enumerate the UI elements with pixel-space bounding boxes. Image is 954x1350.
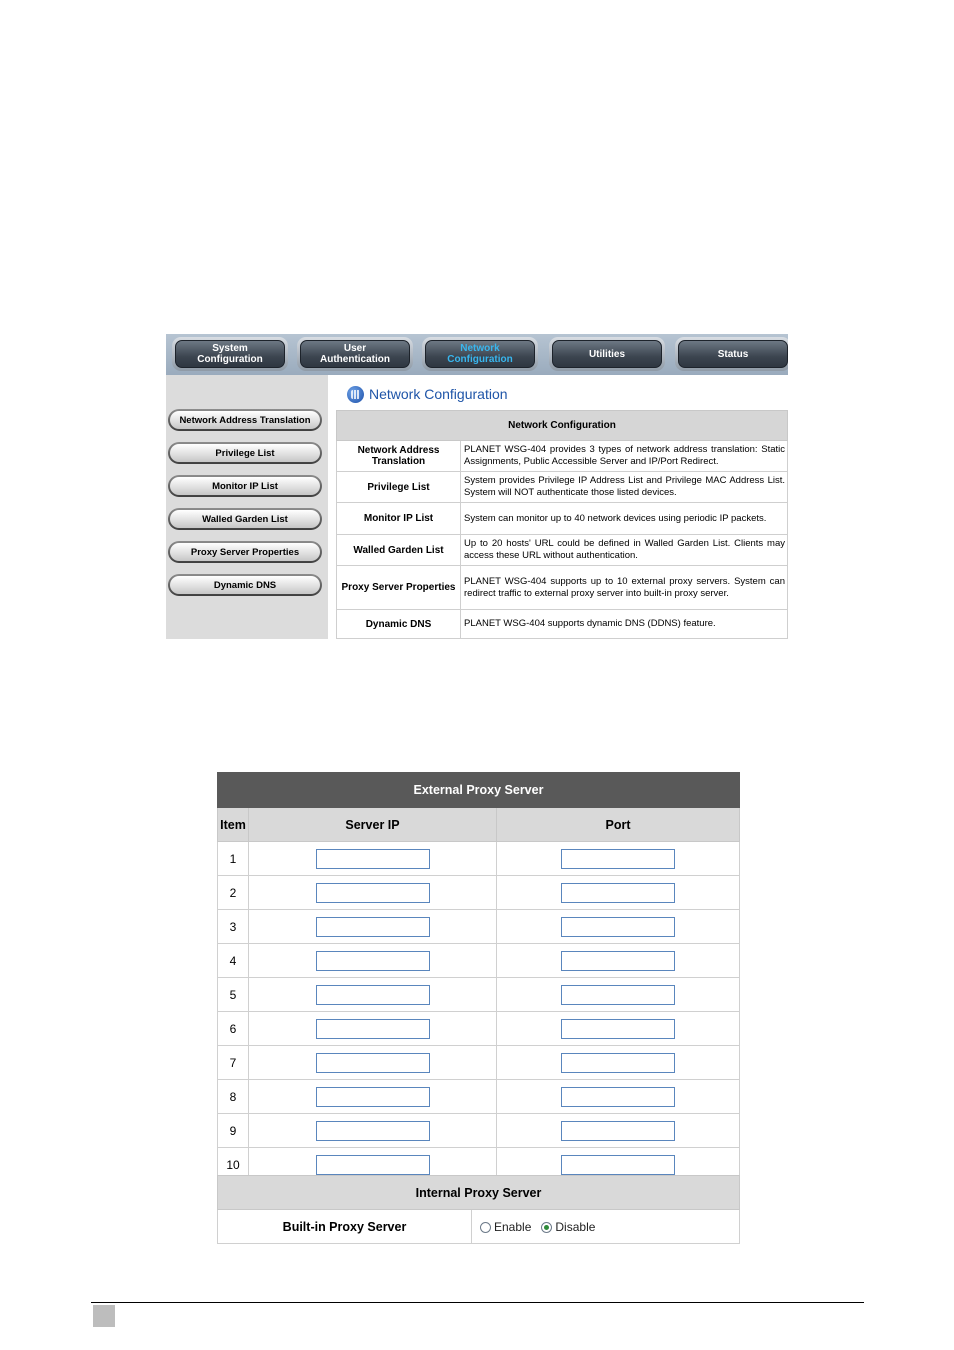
server-ip-input[interactable] (316, 883, 430, 903)
tab-network-configuration[interactable]: Network Configuration (422, 337, 538, 371)
item-number: 1 (218, 842, 249, 876)
port-input[interactable] (561, 1087, 675, 1107)
side-button-privilege-list[interactable]: Privilege List (168, 442, 322, 464)
footer-divider (91, 1302, 864, 1303)
port-input[interactable] (561, 883, 675, 903)
row-description: System provides Privilege IP Address List and Privilege MAC Address List. System will NOT authenticate those listed devices. (461, 472, 788, 503)
table-row (218, 1114, 740, 1148)
row-label: Proxy Server Properties (337, 566, 461, 610)
table-row (218, 876, 740, 910)
port-input[interactable] (561, 1121, 675, 1141)
row-description: Up to 20 hosts' URL could be defined in Walled Garden List. Clients may access these URL without authentication. (461, 535, 788, 566)
row-label: Privilege List (337, 472, 461, 503)
port-input[interactable] (561, 849, 675, 869)
port-input[interactable] (561, 951, 675, 971)
table-row (218, 910, 740, 944)
item-number: 8 (218, 1080, 249, 1114)
port-input[interactable] (561, 1019, 675, 1039)
server-ip-input[interactable] (316, 917, 430, 937)
column-header-item: Item (218, 808, 249, 842)
table-row (337, 535, 788, 566)
built-in-proxy-options (472, 1210, 740, 1244)
side-button-proxy-server-properties[interactable]: Proxy Server Properties (168, 541, 322, 563)
network-globe-icon (347, 386, 364, 403)
server-ip-input[interactable] (316, 1053, 430, 1073)
server-ip-input[interactable] (316, 1155, 430, 1175)
table-row (337, 472, 788, 503)
item-number: 5 (218, 978, 249, 1012)
row-label: Dynamic DNS (337, 610, 461, 639)
table-row (218, 1080, 740, 1114)
side-button-walled-garden-list[interactable]: Walled Garden List (168, 508, 322, 530)
side-button-network-address-translation[interactable]: Network Address Translation (168, 409, 322, 431)
item-number: 4 (218, 944, 249, 978)
row-label: Monitor IP List (337, 503, 461, 535)
top-nav-bar (166, 334, 788, 375)
tab-status[interactable]: Status (675, 337, 788, 371)
table-row (218, 1046, 740, 1080)
item-number: 10 (218, 1148, 249, 1182)
row-label: Network Address Translation (337, 441, 461, 472)
side-button-monitor-ip-list[interactable]: Monitor IP List (168, 475, 322, 497)
disable-radio[interactable] (541, 1222, 552, 1233)
item-number: 9 (218, 1114, 249, 1148)
table-row (218, 978, 740, 1012)
internal-proxy-title: Internal Proxy Server (218, 1176, 740, 1210)
item-number: 7 (218, 1046, 249, 1080)
item-number: 6 (218, 1012, 249, 1046)
table-row (337, 610, 788, 639)
table-header: Network Configuration (337, 411, 788, 441)
row-description: PLANET WSG-404 provides 3 types of network address translation: Static Assignments, Public Accessible Server and IP/Port Redirect. (461, 441, 788, 472)
enable-radio[interactable] (480, 1222, 491, 1233)
table-row (337, 566, 788, 610)
row-description: System can monitor up to 40 network devices using periodic IP packets. (461, 503, 788, 535)
tab-utilities[interactable]: Utilities (549, 337, 665, 371)
server-ip-input[interactable] (316, 1121, 430, 1141)
page-number-box (93, 1305, 115, 1327)
server-ip-input[interactable] (316, 849, 430, 869)
tab-system-configuration[interactable]: System Configuration (172, 337, 288, 371)
table-row (337, 441, 788, 472)
table-row (218, 842, 740, 876)
side-menu (166, 375, 328, 639)
item-number: 2 (218, 876, 249, 910)
internal-proxy-server-table (217, 1175, 740, 1244)
row-label: Walled Garden List (337, 535, 461, 566)
port-input[interactable] (561, 985, 675, 1005)
external-proxy-title: External Proxy Server (218, 773, 740, 808)
item-number: 3 (218, 910, 249, 944)
column-header-server-ip: Server IP (249, 808, 497, 842)
built-in-proxy-label: Built-in Proxy Server (218, 1210, 472, 1244)
port-input[interactable] (561, 917, 675, 937)
table-row (218, 944, 740, 978)
network-configuration-screenshot (166, 334, 788, 639)
table-row (337, 503, 788, 535)
server-ip-input[interactable] (316, 1087, 430, 1107)
external-proxy-server-table (217, 772, 740, 1182)
server-ip-input[interactable] (316, 1019, 430, 1039)
disable-label: Disable (555, 1219, 596, 1234)
table-row (218, 1012, 740, 1046)
server-ip-input[interactable] (316, 951, 430, 971)
enable-label: Enable (494, 1219, 532, 1234)
tab-user-authentication[interactable]: User Authentication (297, 337, 413, 371)
port-input[interactable] (561, 1053, 675, 1073)
network-configuration-table (336, 410, 788, 639)
side-button-dynamic-dns[interactable]: Dynamic DNS (168, 574, 322, 596)
page-title: Network Configuration (347, 384, 508, 404)
row-description: PLANET WSG-404 supports dynamic DNS (DDNS) feature. (461, 610, 788, 639)
row-description: PLANET WSG-404 supports up to 10 external proxy servers. System can redirect traffic to external proxy server into built-in proxy server. (461, 566, 788, 610)
port-input[interactable] (561, 1155, 675, 1175)
server-ip-input[interactable] (316, 985, 430, 1005)
column-header-port: Port (497, 808, 740, 842)
